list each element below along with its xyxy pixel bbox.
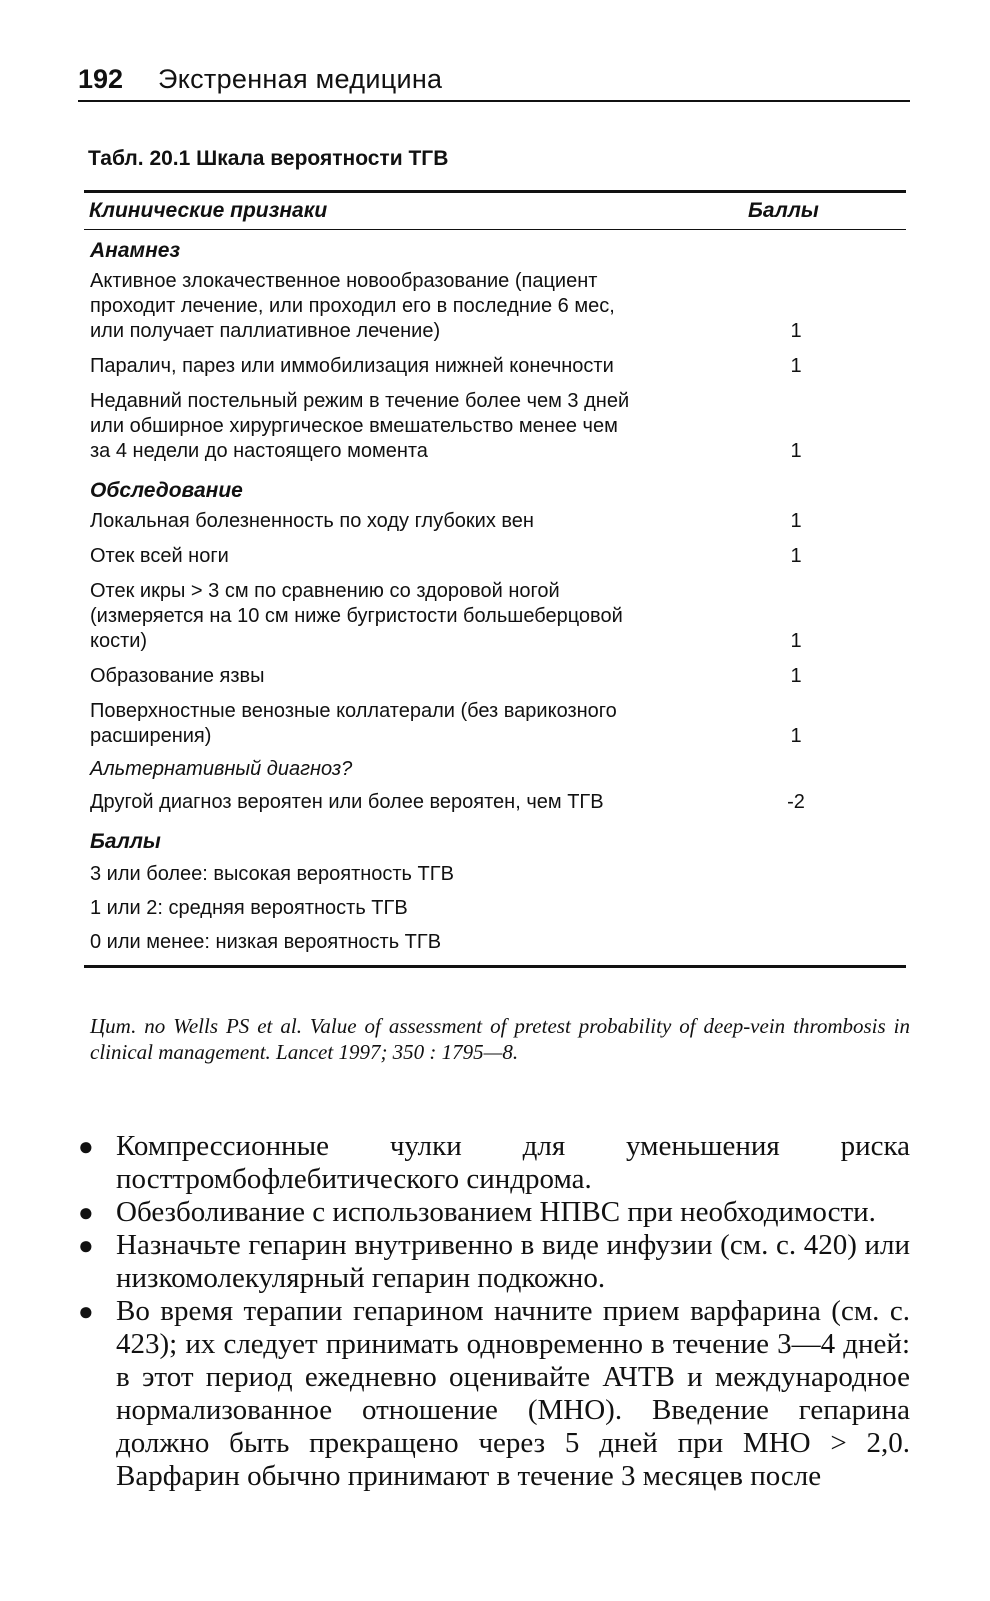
column-header-points: Баллы (748, 199, 819, 222)
running-head (78, 60, 910, 102)
criterion-line: расширения) (90, 725, 212, 747)
section-title: Анамнез (90, 239, 181, 262)
criterion-text (84, 354, 780, 379)
table-body (84, 238, 906, 955)
column-header-signs: Клинические признаки (89, 199, 328, 222)
criterion-line: Отек икры > 3 см по сравнению со здоровой ногой (90, 580, 560, 602)
criterion-line: Отек всей ноги (90, 545, 229, 567)
score-text: 0 или менее: низкая вероятность ТГВ (90, 931, 442, 953)
table-row (84, 790, 906, 815)
criterion-text (84, 664, 780, 689)
criterion-points: -2 (787, 791, 805, 813)
criterion-line: Образование язвы (90, 665, 265, 687)
table-bottom-rule (84, 965, 906, 968)
criterion-text (84, 509, 780, 534)
table-row (84, 354, 906, 379)
list-item-text: Обезболивание с использованием НПВС при необходимости. (116, 1196, 876, 1228)
criterion-line: Активное злокачественное новообразование (пациент (90, 270, 598, 292)
criterion-line: Локальная болезненность по ходу глубоких вен (90, 510, 534, 532)
list-item (78, 1130, 910, 1196)
table-row (84, 664, 906, 689)
table-row (84, 579, 906, 654)
criterion-points: 1 (790, 630, 802, 652)
scores-title: Баллы (90, 830, 161, 853)
criterion-points: 1 (790, 510, 802, 532)
criterion-line: или обширное хирургическое вмешательство менее чем (90, 415, 618, 437)
criterion-line: Недавний постельный режим в течение более чем 3 дней (90, 390, 630, 412)
table-row (84, 544, 906, 569)
criterion-text (84, 579, 780, 654)
criterion-line: Поверхностные венозные коллатерали (без варикозного (90, 700, 617, 722)
criterion-text (84, 699, 780, 749)
criterion-line: кости) (90, 630, 148, 652)
criterion-text (84, 544, 780, 569)
score-row (84, 896, 906, 921)
table-row (84, 269, 906, 344)
running-title: Экстренная медицина (158, 64, 443, 94)
criterion-points: 1 (790, 725, 802, 747)
table-row (84, 509, 906, 534)
citation: Цит. по Wells PS et al. Value of assessment of pretest probability of deep-vein thrombosis in clinical management. Lancet 1997; 350 : 1795—8. (90, 1014, 910, 1064)
table-row (84, 389, 906, 464)
criterion-points: 1 (790, 665, 802, 687)
list-item (78, 1229, 910, 1295)
criterion-line: за 4 недели до настоящего момента (90, 440, 428, 462)
criterion-points: 1 (790, 440, 802, 462)
list-item-text: Во время терапии гепарином начните прием варфарина (см. с. 423); их следует принимать одновременно в течение 3—4 дней: в этот период ежедневно оценивайте АЧТВ и международное нормализованное отношение (МНО). Введение гепарина должно быть прекращено через 5 дней при МНО > 2,0. Варфарин обычно принимают в течение 3 месяцев после (116, 1295, 910, 1492)
criterion-points: 1 (790, 545, 802, 567)
criterion-points: 1 (790, 320, 802, 342)
criterion-line: проходит лечение, или проходил его в последние 6 мес, (90, 295, 615, 317)
criterion-line: Паралич, парез или иммобилизация нижней конечности (90, 355, 614, 377)
list-item (78, 1295, 910, 1493)
bullet-list (78, 1130, 910, 1493)
probability-table (84, 190, 906, 968)
criterion-text (84, 790, 780, 815)
criterion-line: Другой диагноз вероятен или более вероятен, чем ТГВ (90, 791, 604, 813)
alt-diagnosis-title: Альтернативный диагноз? (90, 758, 353, 780)
criterion-line: или получает паллиативное лечение) (90, 320, 441, 342)
bullet-dot-icon: ● (78, 1198, 94, 1227)
bullet-dot-icon: ● (78, 1297, 94, 1326)
score-row (84, 930, 906, 955)
table-caption: Табл. 20.1 Шкала вероятности ТГВ (88, 147, 449, 170)
criterion-text (84, 269, 780, 344)
bullet-dot-icon: ● (78, 1231, 94, 1260)
criterion-text (84, 389, 780, 464)
list-item (78, 1196, 910, 1229)
score-text: 3 или более: высокая вероятность ТГВ (90, 863, 454, 885)
bullet-dot-icon: ● (78, 1132, 94, 1161)
section-title: Обследование (90, 479, 243, 502)
page-number: 192 (78, 64, 124, 94)
criterion-line: (измеряется на 10 см ниже бугристости большеберцовой (90, 605, 623, 627)
list-item-text: Назначьте гепарин внутривенно в виде инфузии (см. с. 420) или низкомолекулярный гепарин подкожно. (116, 1229, 910, 1294)
table-row (84, 699, 906, 749)
score-row (84, 862, 906, 887)
list-item-text: Компрессионные чулки для уменьшения риска посттромбофлебитического синдрома. (116, 1130, 910, 1195)
criterion-points: 1 (790, 355, 802, 377)
table-header (84, 193, 906, 230)
score-text: 1 или 2: средняя вероятность ТГВ (90, 897, 408, 919)
